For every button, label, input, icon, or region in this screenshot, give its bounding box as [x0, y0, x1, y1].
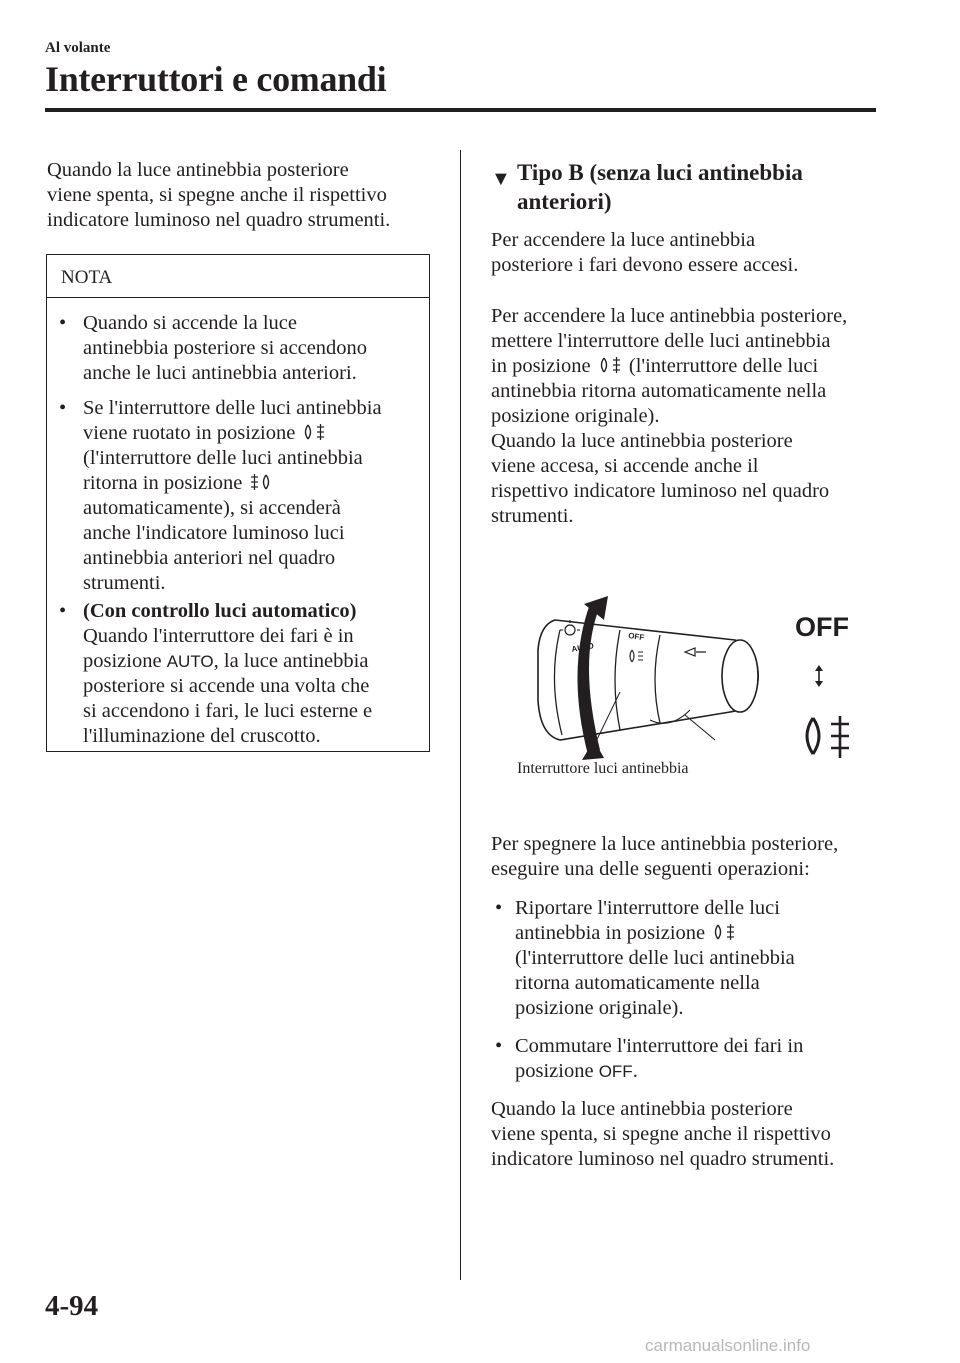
text-line: indicatore luminoso nel quadro strumenti. [491, 1148, 835, 1170]
text-line: posteriore si accende una volta che [83, 675, 370, 697]
title-rule [45, 108, 876, 112]
note-header [47, 255, 429, 298]
fog-switch-illustration [500, 590, 790, 760]
text-segment: in posizione [491, 355, 591, 377]
text-line: antinebbia posteriore si accendono [83, 337, 368, 359]
text-line: Quando la luce antinebbia posteriore [491, 430, 793, 452]
text-segment: , la luce antinebbia [213, 650, 369, 672]
para-2 [491, 304, 881, 529]
front-fog-icon [248, 472, 276, 492]
text-line: ritorna automaticamente nella [515, 972, 760, 994]
text-line: anche le luci antinebbia anteriori. [83, 362, 357, 384]
text-line: (l'interruttore delle luci antinebbia [515, 947, 795, 969]
text-line: eseguire una delle seguenti operazioni: [491, 858, 810, 880]
closing-paragraph [491, 1097, 881, 1172]
section-label: Al volante [45, 40, 111, 56]
bullet-dot: • [495, 1035, 503, 1057]
text-line: anche l'indicatore luminoso luci [83, 522, 345, 544]
note-box [46, 254, 430, 752]
text-line: viene spenta, si spegne anche il rispettivo [491, 1123, 831, 1145]
text-line: Per accendere la luce antinebbia posteriore, [491, 305, 848, 327]
text-line: antinebbia ritorna automaticamente nella [491, 380, 827, 402]
column-divider [460, 150, 461, 1280]
text-line: posizione originale). [515, 997, 684, 1019]
figure-off-label: OFF [795, 612, 849, 642]
text-line: automaticamente), si accenderà [83, 497, 341, 519]
text-line: l'illuminazione del cruscotto. [83, 725, 321, 747]
text-segment: viene ruotato in posizione [83, 422, 296, 444]
watermark: carmanualsonline.info [645, 1336, 811, 1355]
bullet-dot: • [59, 312, 67, 334]
text-line: antinebbia anteriori nel quadro [83, 547, 336, 569]
switch-auto-mark: AUTO [570, 641, 595, 654]
text-line: viene accesa, si accende anche il [491, 455, 759, 477]
text-line [83, 471, 428, 496]
mode-auto-label: AUTO [166, 652, 214, 671]
text-line: strumenti. [83, 572, 166, 594]
text-line: rispettivo indicatore luminoso nel quadro [491, 480, 830, 502]
text-line: Per accendere la luce antinebbia [491, 229, 756, 251]
chapter-title: Interruttori e comandi [45, 59, 387, 99]
para-1 [491, 228, 881, 278]
text-line: Riportare l'interruttore delle luci [515, 897, 780, 919]
rear-fog-icon [795, 712, 855, 760]
text-segment: (l'interruttore delle luci [628, 355, 819, 377]
text-line [83, 421, 428, 446]
page-number: 4-94 [45, 1290, 99, 1322]
text-line: mettere l'interruttore delle luci antinebbia [491, 330, 831, 352]
para-3 [491, 832, 881, 882]
text-line [491, 354, 881, 379]
text-line: indicatore luminoso nel quadro strumenti. [47, 209, 391, 231]
text-line: si accendono i fari, le luci esterne e [83, 700, 373, 722]
text-line: strumenti. [491, 505, 574, 527]
text-line: viene spenta, si spegne anche il rispettivo [47, 184, 387, 206]
text-line: Quando la luce antinebbia posteriore [491, 1098, 793, 1120]
text-segment: . [632, 1060, 638, 1082]
text-line: Quando si accende la luce [83, 312, 298, 334]
subheading-line: Tipo B (senza luci antinebbia [517, 160, 803, 185]
text-segment: posizione [83, 650, 162, 672]
switch-off-mark: OFF [627, 631, 645, 643]
intro-paragraph [47, 158, 432, 233]
text-line: Per spegnere la luce antinebbia posteriore, [491, 833, 839, 855]
figure-caption: Interruttore luci antinebbia [517, 760, 689, 777]
mode-off-label: OFF [598, 1062, 633, 1081]
subheading [491, 158, 881, 218]
subheading-line: anteriori) [517, 189, 612, 214]
bullet-dot: • [59, 600, 67, 622]
rear-fog-icon [300, 422, 328, 442]
text-line: (l'interruttore delle luci antinebbia [83, 447, 363, 469]
text-line: Quando l'interruttore dei fari è in [83, 625, 354, 647]
rear-fog-icon [596, 355, 624, 375]
text-line [83, 649, 428, 674]
note-title: NOTA [61, 267, 113, 288]
text-line [515, 921, 875, 946]
text-line: Se l'interruttore delle luci antinebbia [83, 397, 382, 419]
text-line: posteriore i fari devono essere accesi. [491, 254, 799, 276]
rear-fog-icon [710, 922, 738, 942]
text-line: Commutare l'interruttore dei fari in [515, 1035, 804, 1057]
text-segment: ritorna in posizione [83, 472, 243, 494]
triangle-icon: ▼ [491, 168, 511, 190]
text-segment: posizione [515, 1060, 594, 1082]
text-line [515, 1059, 875, 1084]
text-line: Quando la luce antinebbia posteriore [47, 159, 349, 181]
double-arrow-icon [812, 665, 826, 687]
bullet-dot: • [495, 897, 503, 919]
bullet-dot: • [59, 397, 67, 419]
text-line: posizione originale). [491, 405, 660, 427]
text-segment: antinebbia in posizione [515, 922, 706, 944]
text-line: (Con controllo luci automatico) [83, 600, 357, 622]
